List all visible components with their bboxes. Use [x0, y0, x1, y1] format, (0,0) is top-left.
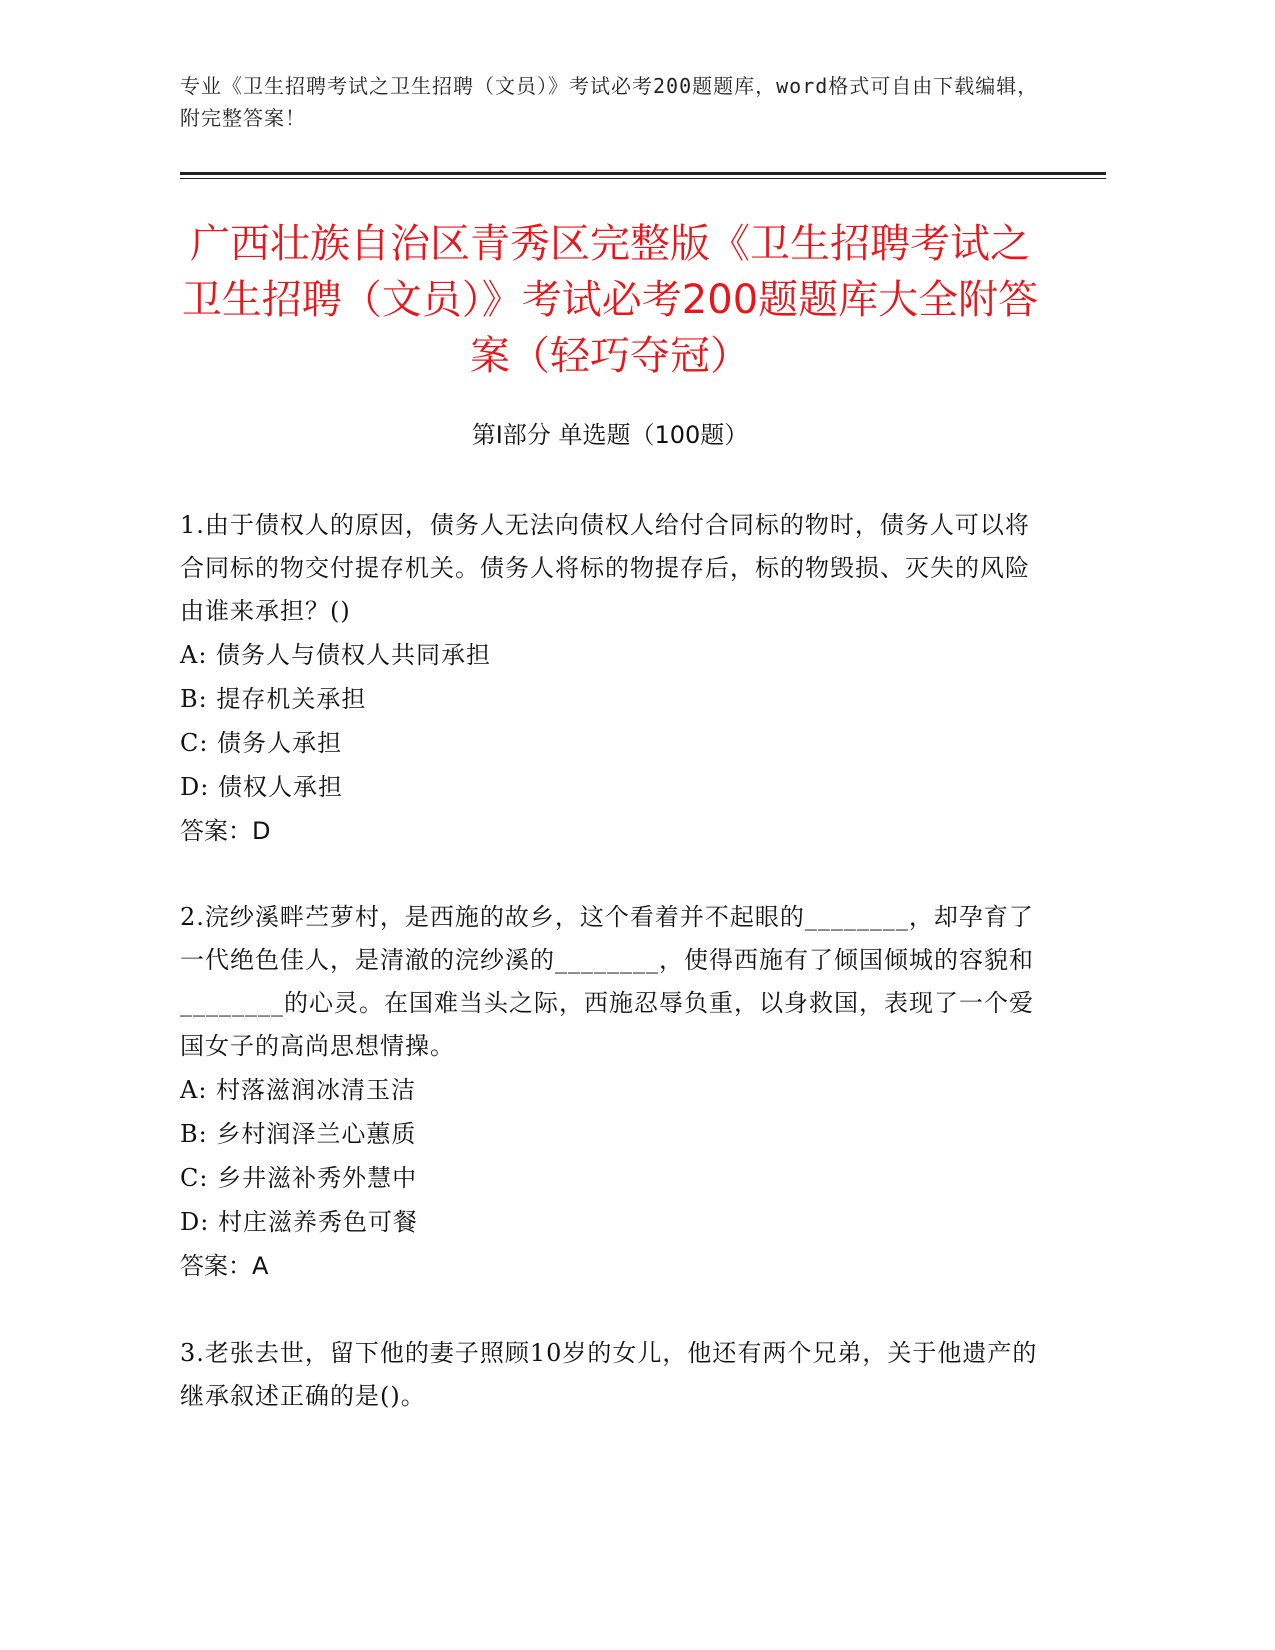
question-stem: 3.老张去世，留下他的妻子照顾10岁的女儿，他还有两个兄弟，关于他遗产的继承叙述正确的是()。 — [180, 1339, 1038, 1410]
question-stem: 2.浣纱溪畔苎萝村，是西施的故乡，这个看着并不起眼的________，却孕育了一代绝色佳人，是清澈的浣纱溪的________，使得西施有了倾国倾城的容貌和________的心灵。在国难当头之际，西施忍辱负重，以身救国，表现了一个爱国女子的高尚思想情操。 — [180, 903, 1034, 1060]
header-note: 专业《卫生招聘考试之卫生招聘（文员）》考试必考200题题库，word格式可自由下载编辑，附完整答案！ — [180, 74, 1039, 130]
section-title: 第Ⅰ部分 单选题（100题） — [471, 421, 749, 449]
document-title: 广西壮族自治区青秀区完整版《卫生招聘考试之卫生招聘（文员）》考试必考200题题库大全附答案（轻巧夺冠） — [181, 221, 1039, 379]
option-c: C: 债务人承担 — [180, 729, 343, 757]
option-b: B: 提存机关承担 — [180, 685, 367, 713]
question-stem: 1.由于债权人的原因，债务人无法向债权人给付合同标的物时，债务人可以将合同标的物交付提存机关。债务人将标的物提存后，标的物毁损、灭失的风险由谁来承担？() — [180, 511, 1030, 625]
question-2 — [180, 896, 1040, 1288]
header-divider-thin — [180, 178, 1106, 179]
question-3 — [180, 1332, 1040, 1418]
option-a: A: 债务人与债权人共同承担 — [180, 641, 492, 669]
header-divider-thick — [180, 172, 1106, 175]
option-a: A: 村落滋润冰清玉洁 — [180, 1076, 417, 1104]
option-d: D: 村庄滋养秀色可餐 — [180, 1208, 418, 1236]
option-c: C: 乡井滋补秀外慧中 — [180, 1164, 418, 1192]
option-b: B: 乡村润泽兰心蕙质 — [180, 1120, 417, 1148]
option-d: D: 债权人承担 — [180, 773, 343, 801]
answer: 答案：A — [180, 1252, 269, 1280]
answer: 答案：D — [180, 817, 271, 845]
question-1 — [180, 504, 1040, 853]
